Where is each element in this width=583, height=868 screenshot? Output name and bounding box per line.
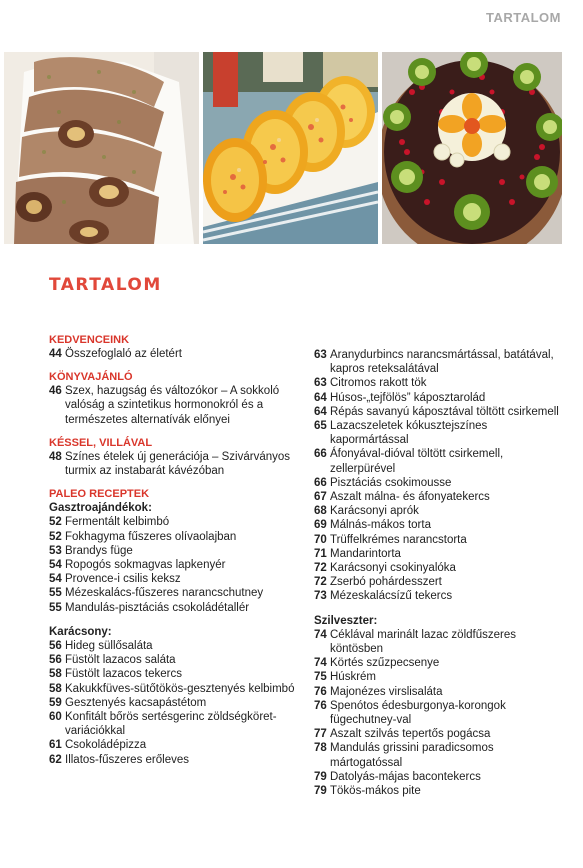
page-number: 59 — [49, 696, 62, 709]
entry-title: Citromos rakott tök — [330, 377, 427, 390]
entry-title: Répás savanyú káposztával töltött csirkemell — [330, 405, 559, 418]
entry-title: Húsos-„tejfölös” káposztarolád — [330, 391, 486, 404]
toc-entry — [49, 601, 299, 615]
entry-title: Karácsonyi csokinyalóka — [330, 562, 456, 575]
page-number: 66 — [314, 476, 327, 489]
entry-title: Összefoglaló az életért — [65, 348, 182, 360]
toc-section — [49, 333, 299, 361]
entry-title: Trüffelkrémes narancstorta — [330, 533, 467, 546]
page-number: 79 — [314, 770, 327, 783]
toc-entry — [314, 561, 564, 575]
toc-entry — [49, 682, 299, 696]
page-number: 62 — [49, 753, 62, 766]
subsection-title: Karácsony: — [49, 625, 112, 638]
subsection-title: Szilveszter: — [314, 614, 378, 627]
page-number: 55 — [49, 587, 62, 600]
toc-entry — [49, 738, 299, 752]
toc-entry — [49, 544, 299, 558]
page-number: 56 — [49, 640, 62, 653]
toc-entry — [314, 575, 564, 589]
entry-title: Illatos-fűszeres erőleves — [65, 753, 189, 766]
page-number: 68 — [314, 505, 327, 518]
toc-entry — [49, 572, 299, 586]
entry-title: Tökös-mákos pite — [330, 785, 421, 798]
entry-title: Aszalt szilvás tepertős pogácsa — [330, 728, 491, 741]
entry-title: Ropogós sokmagvas lapkenyér — [65, 559, 226, 572]
page-number: 64 — [314, 391, 327, 404]
entry-title: Körtés szűzpecsenye — [330, 657, 440, 670]
page-number: 69 — [314, 519, 327, 532]
entry-title: Konfitált bőrös sertésgerinc zöldségköret-variációkkal — [65, 711, 277, 738]
toc-entry — [49, 530, 299, 544]
page-number: 71 — [314, 547, 327, 560]
section-title: KEDVENCEINK — [49, 334, 130, 346]
entry-title: Színes ételek új generációja – Szivárványos turmix az instabarát kávézóban — [65, 450, 291, 478]
entry-title: Brandys füge — [65, 544, 133, 557]
entry-title: Hideg süllősaláta — [65, 640, 153, 653]
page-number: 74 — [314, 628, 327, 641]
entry-title: Fermentált kelbimbó — [65, 516, 170, 529]
toc-section — [49, 436, 299, 478]
page-number: 54 — [49, 559, 62, 572]
entry-title: Karácsonyi aprók — [330, 505, 419, 518]
toc-entry — [314, 490, 564, 504]
page-number: 72 — [314, 576, 327, 589]
entry-title: Csokoládépizza — [65, 739, 147, 752]
toc-entry — [314, 504, 564, 518]
toc-entry — [49, 710, 299, 738]
entry-title: Mandarintorta — [330, 547, 401, 560]
page-number: 76 — [314, 699, 327, 712]
toc-entry — [49, 639, 299, 653]
entry-title: Lazacszeletek kókusztejszínes kapormártással — [330, 420, 488, 447]
toc-entry — [49, 667, 299, 681]
page-number: 65 — [314, 420, 327, 433]
toc-entry — [49, 347, 299, 361]
toc-entry — [314, 699, 564, 727]
subsection-title: Gasztroajándékok: — [49, 502, 152, 515]
toc-entry — [49, 450, 299, 478]
toc-entry — [314, 447, 564, 475]
page-number: 67 — [314, 491, 327, 504]
toc-entry — [49, 753, 299, 767]
toc-entry — [314, 518, 564, 532]
page-number: 72 — [314, 562, 327, 575]
entry-title: Céklával marinált lazac zöldfűszeres köntösben — [330, 628, 516, 656]
page-number: 52 — [49, 516, 62, 529]
toc-entry — [314, 405, 564, 419]
entry-title: Majonézes virslisaláta — [330, 685, 443, 698]
page-number: 52 — [49, 530, 62, 543]
entry-title: Füstölt lazacos tekercs — [65, 668, 182, 681]
toc-entry — [49, 586, 299, 600]
running-header: TARTALOM — [486, 10, 561, 25]
page-number: 73 — [314, 590, 327, 603]
toc-entry — [314, 419, 564, 447]
entry-title: Mézeskalács-fűszeres narancschutney — [65, 587, 264, 600]
page-number: 66 — [314, 448, 327, 461]
page-number: 58 — [49, 668, 62, 681]
toc-entry — [314, 685, 564, 699]
entry-title: Kakukkfüves-sütőtökös-gesztenyés kelbimbó — [65, 682, 295, 695]
toc-left-column — [49, 333, 299, 776]
fruit-cake-photo — [382, 52, 562, 244]
toc-entry — [314, 476, 564, 490]
entry-title: Spenótos édesburgonya-korongok fügechutney-val — [330, 699, 506, 727]
entry-title: Mandulás grissini paradicsomos mártogatóssal — [330, 742, 494, 769]
page-number: 79 — [314, 785, 327, 798]
entry-title: Szex, hazugság és változókor – A sokkoló valóság a szintetikus hormonokról és a természetes alternatívák előnyei — [65, 385, 280, 426]
entry-title: Datolyás-májas bacontekercs — [330, 770, 481, 783]
entry-title: Húskrém — [330, 671, 377, 684]
section-title: PALEO RECEPTEK — [49, 488, 150, 501]
omelette-roll-photo — [203, 52, 378, 244]
toc-entry — [314, 656, 564, 670]
toc-entry — [49, 653, 299, 667]
toc-entry — [49, 696, 299, 710]
entry-title: Zserbó pohárdesszert — [330, 576, 442, 589]
entry-title: Áfonyával-dióval töltött csirkemell, zellerpürével — [330, 448, 504, 475]
toc-entry — [314, 741, 564, 769]
toc-section-paleo — [49, 487, 299, 767]
toc-entry — [314, 770, 564, 784]
entry-title: Mézeskalácsízű tekercs — [330, 590, 453, 603]
toc-entry — [49, 558, 299, 572]
page-number: 70 — [314, 533, 327, 546]
toc-entry — [314, 589, 564, 603]
page-number: 63 — [314, 377, 327, 390]
page-number: 46 — [49, 385, 62, 398]
page-number: 74 — [314, 657, 327, 670]
entry-title: Fokhagyma fűszeres olívaolajban — [65, 530, 237, 543]
page-title: TARTALOM — [49, 275, 162, 295]
toc-entry — [314, 784, 564, 798]
page-number: 48 — [49, 450, 62, 463]
toc-entry — [314, 628, 564, 656]
meat-roll-photo — [4, 52, 199, 244]
page-number: 77 — [314, 728, 327, 741]
entry-title: Füstölt lazacos saláta — [65, 654, 176, 667]
toc-section — [49, 370, 299, 427]
entry-title: Gesztenyés kacsapástétom — [65, 696, 207, 709]
toc-entry — [49, 515, 299, 529]
page-number: 75 — [314, 671, 327, 684]
toc-entry — [49, 384, 299, 427]
page-number: 76 — [314, 685, 327, 698]
page-number: 53 — [49, 544, 62, 557]
toc-entry — [314, 727, 564, 741]
page-number: 61 — [49, 739, 62, 752]
page-number: 58 — [49, 682, 62, 695]
toc-entry — [314, 533, 564, 547]
page-number: 56 — [49, 654, 62, 667]
toc-entry — [314, 376, 564, 390]
entry-title: Provence-i csilis keksz — [65, 573, 181, 586]
page-number: 54 — [49, 573, 62, 586]
page-number: 44 — [49, 348, 62, 360]
entry-title: Málnás-mákos torta — [330, 519, 431, 532]
page-number: 55 — [49, 601, 62, 614]
page-number: 78 — [314, 742, 327, 755]
entry-title: Mandulás-pisztáciás csokoládétallér — [65, 601, 250, 614]
entry-title: Aszalt málna- és áfonyatekercs — [330, 491, 490, 504]
toc-entry — [314, 547, 564, 561]
toc-entry — [314, 348, 564, 376]
toc-entry — [314, 391, 564, 405]
toc-right-column — [314, 348, 564, 798]
entry-title: Pisztáciás csokimousse — [330, 476, 452, 489]
page-number: 64 — [314, 405, 327, 418]
section-title: KÉSSEL, VILLÁVAL — [49, 436, 153, 449]
section-title: KÖNYVAJÁNLÓ — [49, 371, 133, 384]
page-number: 60 — [49, 711, 62, 724]
toc-entry — [314, 670, 564, 684]
page-number: 63 — [314, 349, 327, 361]
entry-title: Aranydurbincs narancsmártással, batátával, kapros reteksalátával — [330, 349, 554, 376]
